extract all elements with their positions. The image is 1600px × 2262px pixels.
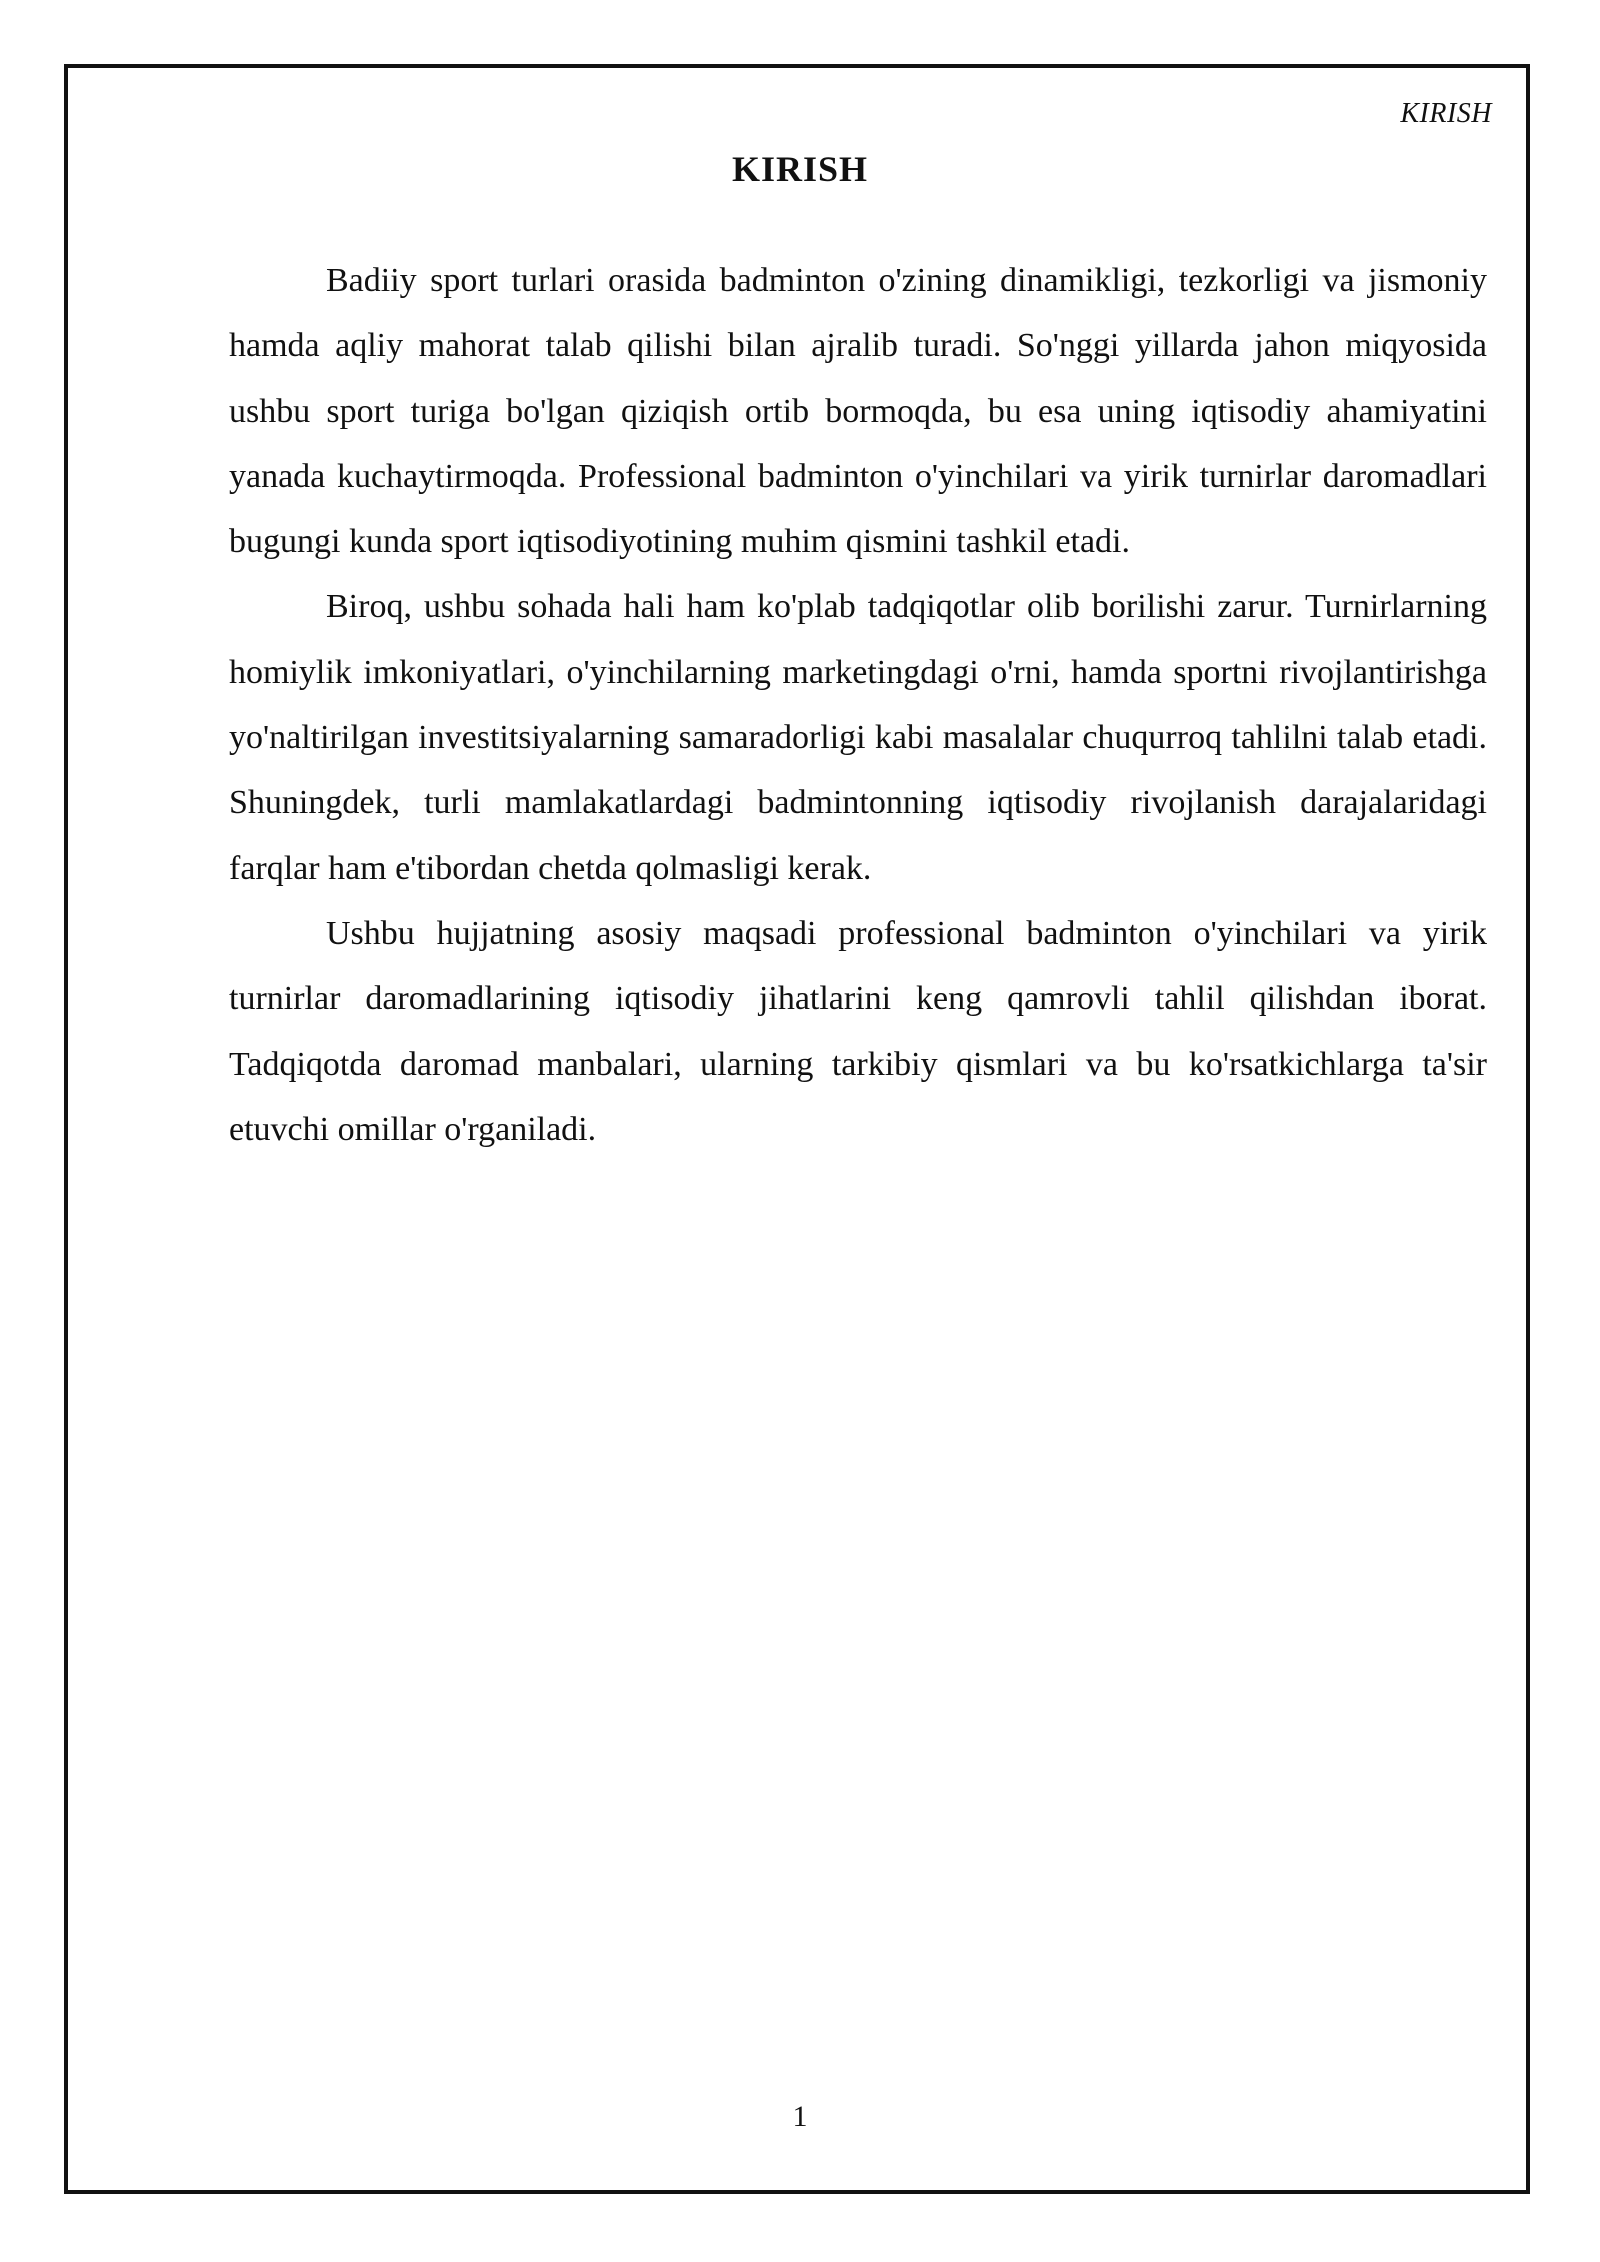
paragraph-3: Ushbu hujjatning asosiy maqsadi professional badminton o'yinchilari va yirik turnirlar daromadlarining iqtisodiy jihatlarini keng qamrovli tahlil qilishdan iborat. Tadqiqotda daromad manbalari, ularning tarkibiy qismlari va bu ko'rsatkichlarga ta'sir etuvchi omillar o'rganiladi. <box>229 914 1487 1148</box>
body-text <box>229 248 1487 1162</box>
paragraph-2: Biroq, ushbu sohada hali ham ko'plab tadqiqotlar olib borilishi zarur. Turnirlarning homiylik imkoniyatlari, o'yinchilarning marketingdagi o'rni, hamda sportni rivojlantirishga yo'naltirilgan investitsiyalarning samaradorligi kabi masalalar chuqurroq tahlilni talab etadi. Shuningdek, turli mamlakatlardagi badmintonning iqtisodiy rivojlanish darajalaridagi farqlar ham e'tibordan chetda qolmasligi kerak. <box>229 588 1487 887</box>
page-title: KIRISH <box>731 149 869 189</box>
running-header: KIRISH <box>1400 98 1492 129</box>
page-number: 1 <box>792 2100 808 2133</box>
paragraph-1: Badiiy sport turlari orasida badminton o'zining dinamikligi, tezkorligi va jismoniy hamda aqliy mahorat talab qilishi bilan ajralib turadi. So'nggi yillarda jahon miqyosida ushbu sport turiga bo'lgan qiziqish ortib bormoqda, bu esa uning iqtisodiy ahamiyatini yanada kuchaytirmoqda. Professional badminton o'yinchilari va yirik turnirlar daromadlari bugungi kunda sport iqtisodiyotining muhim qismini tashkil etadi. <box>229 262 1487 561</box>
